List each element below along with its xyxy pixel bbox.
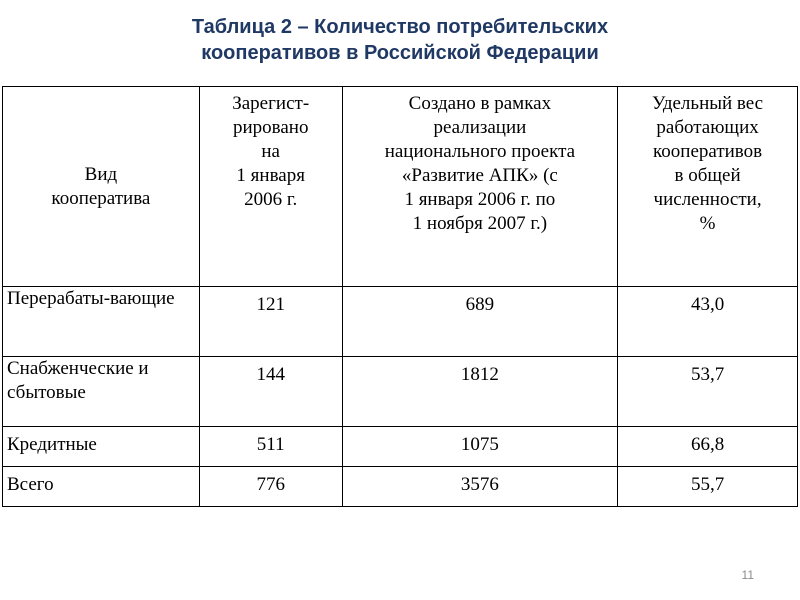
row-registered-cell: 144 <box>199 357 342 427</box>
row-share-cell: 43,0 <box>618 287 798 357</box>
row-kind-cell: Кредитные <box>3 427 200 467</box>
row-share-cell: 66,8 <box>618 427 798 467</box>
table-row-total <box>3 467 798 507</box>
header-text-line: «Развитие АПК» (с <box>401 165 558 186</box>
row-created-cell: 1812 <box>342 357 618 427</box>
header-text-line: на <box>261 141 280 162</box>
slide-title <box>40 14 760 66</box>
header-text-line: кооператива <box>51 188 151 209</box>
table-header-row <box>3 87 798 287</box>
slide-title-line-2: кооперативов в Российской Федерации <box>201 42 599 64</box>
header-text-line: Создано в рамках <box>408 93 552 114</box>
header-text-line: 2006 г. <box>244 189 298 210</box>
row-registered-cell: 776 <box>199 467 342 507</box>
row-share-cell: 53,7 <box>618 357 798 427</box>
slide-title-line-1: Таблица 2 – Количество потребительских <box>191 16 609 38</box>
header-registered <box>199 87 342 287</box>
table-row <box>3 427 798 467</box>
table-row <box>3 287 798 357</box>
row-registered-cell: 121 <box>199 287 342 357</box>
header-text-line: Удельный вес <box>652 93 764 114</box>
header-text-line: численности, <box>653 189 762 210</box>
header-text-line: 1 января <box>236 165 305 186</box>
header-text-line: рировано <box>232 117 309 138</box>
header-created <box>342 87 618 287</box>
cooperatives-table <box>2 86 798 507</box>
row-kind-cell: Перерабаты-вающие <box>3 287 200 357</box>
row-created-cell: 3576 <box>342 467 618 507</box>
row-kind-cell: Снабженческие и сбытовые <box>3 357 200 427</box>
header-text-line: в общей <box>674 165 741 186</box>
page-number: 11 <box>741 568 754 582</box>
header-text-line: Зарегист- <box>232 93 310 114</box>
header-text-line: национального проекта <box>384 141 576 162</box>
header-text-line: 1 ноября 2007 г.) <box>412 213 548 234</box>
row-created-cell: 689 <box>342 287 618 357</box>
header-text-line: работающих <box>656 117 759 138</box>
table-row <box>3 357 798 427</box>
header-text-line: 1 января 2006 г. по <box>404 189 556 210</box>
row-created-cell: 1075 <box>342 427 618 467</box>
header-kind <box>3 87 200 287</box>
row-share-cell: 55,7 <box>618 467 798 507</box>
header-share <box>618 87 798 287</box>
row-registered-cell: 511 <box>199 427 342 467</box>
header-text-line: % <box>699 213 716 234</box>
header-text-line: реализации <box>433 117 527 138</box>
header-text-line: кооперативов <box>653 141 763 162</box>
row-kind-cell: Всего <box>3 467 200 507</box>
header-text-line: Вид <box>84 164 118 185</box>
